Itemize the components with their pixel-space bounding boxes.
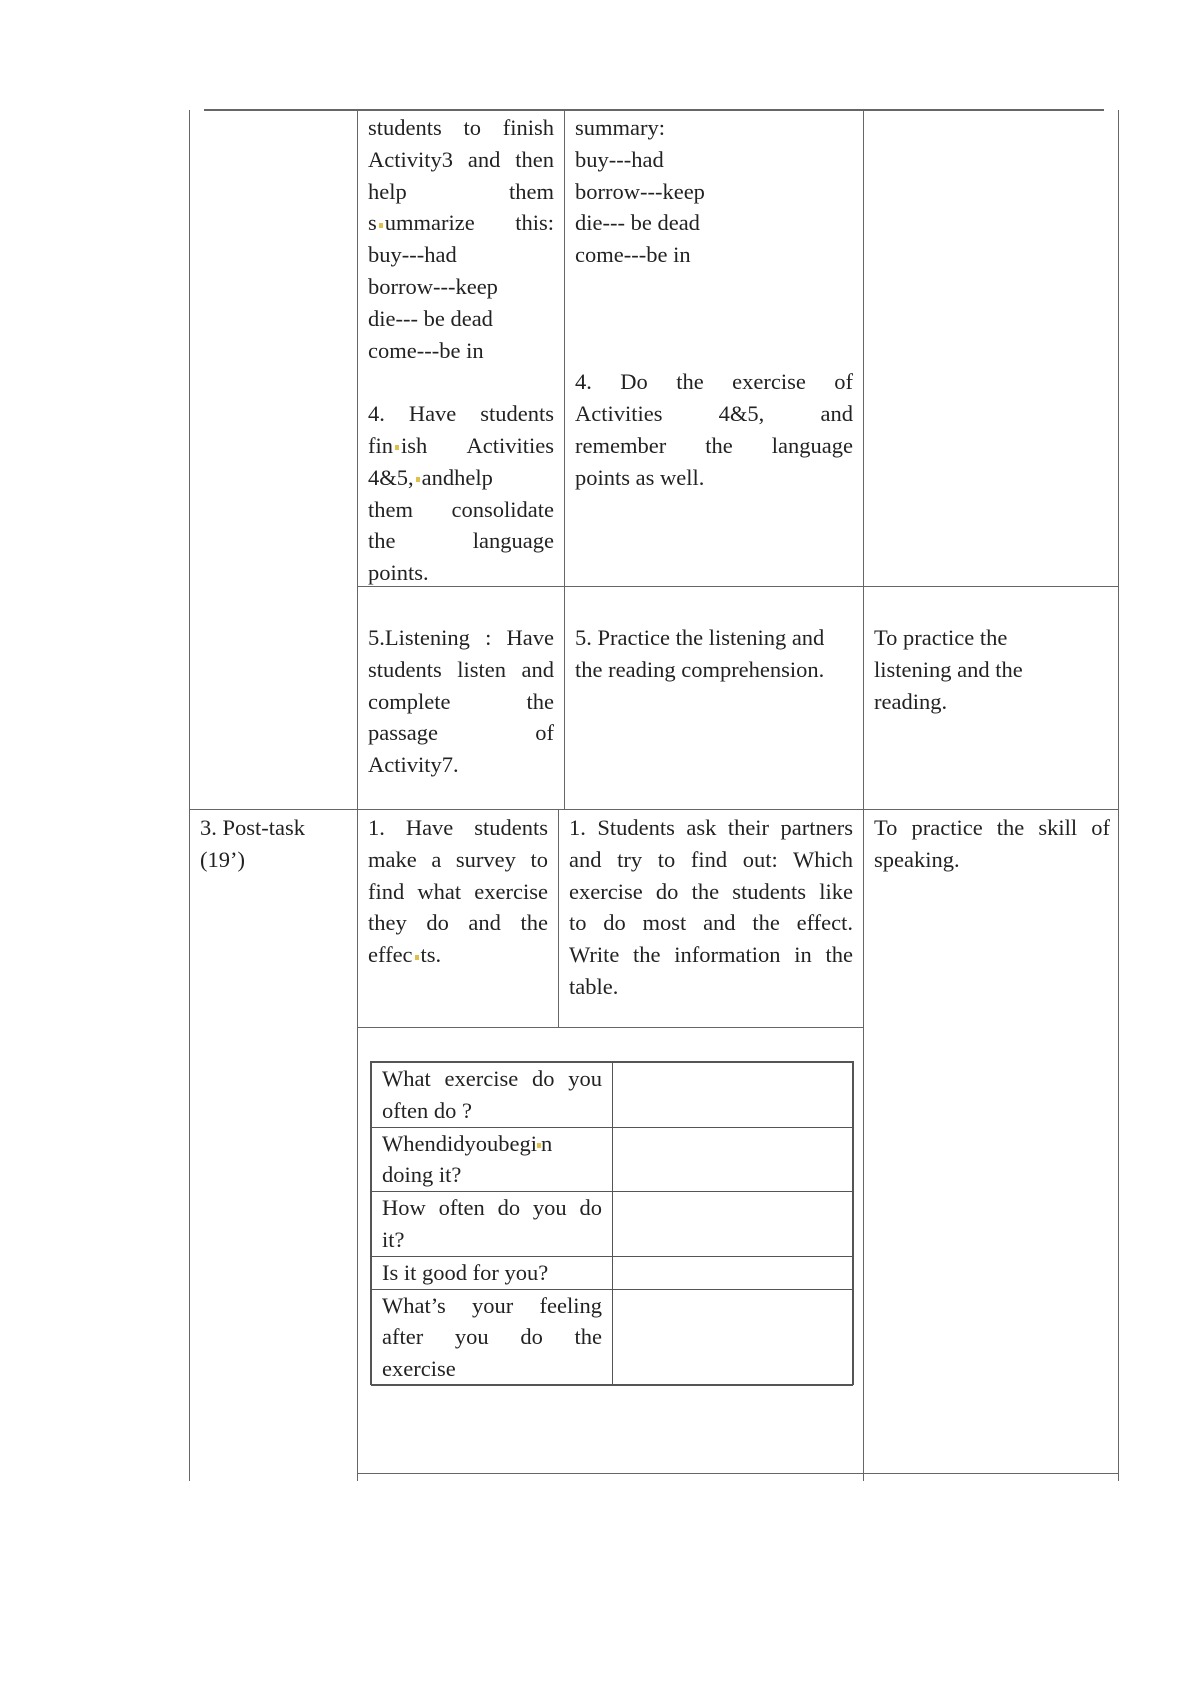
text-line: fin ish Activities bbox=[368, 432, 554, 458]
student-activity-cell-3 bbox=[569, 812, 853, 1003]
text-line: Activities 4&5, and bbox=[575, 401, 853, 427]
text-line: die--- be dead bbox=[575, 210, 700, 236]
text-line: Activity3 and then bbox=[368, 146, 554, 172]
text-line: they do and the bbox=[368, 910, 548, 936]
text-line: help them bbox=[368, 178, 554, 204]
col-border-3 bbox=[863, 110, 864, 1481]
text-line: come---be in bbox=[368, 337, 484, 363]
text-line: die--- be dead bbox=[368, 305, 493, 331]
text-line: s ummarize this: bbox=[368, 210, 554, 236]
text-line: make a survey to bbox=[368, 846, 548, 872]
highlight-mark-icon bbox=[415, 955, 419, 960]
text-line: borrow---keep bbox=[368, 273, 498, 299]
stage-cell-post-task bbox=[200, 812, 350, 876]
table-row bbox=[372, 1192, 853, 1257]
survey-question: What’s your feeling after you do the exercise bbox=[372, 1289, 613, 1385]
text-line: buy---had bbox=[575, 146, 664, 172]
text-line: to do most and the effect. bbox=[569, 910, 853, 936]
table-row bbox=[372, 1289, 853, 1385]
teacher-activity-cell-2 bbox=[368, 622, 554, 781]
student-activity-cell-2 bbox=[575, 622, 855, 686]
col-border-2b bbox=[558, 810, 559, 1028]
teacher-activity-cell-3 bbox=[368, 812, 548, 971]
text-line: exercise do the students like bbox=[569, 878, 853, 904]
text-line: 1. Have students bbox=[368, 815, 548, 840]
survey-table bbox=[370, 1061, 854, 1385]
text-line: table. bbox=[569, 973, 619, 999]
text-line: Activity7. bbox=[368, 752, 459, 778]
text-line: listening and the bbox=[874, 656, 1023, 682]
text-line: complete the bbox=[368, 688, 554, 714]
text-line: come---be in bbox=[575, 242, 691, 268]
table-row bbox=[372, 1127, 853, 1192]
text-line: buy---had bbox=[368, 242, 457, 268]
highlight-mark-icon bbox=[395, 445, 399, 450]
text-line: speaking. bbox=[874, 846, 960, 872]
purpose-cell-2 bbox=[874, 622, 1110, 717]
survey-answer-cell[interactable] bbox=[613, 1192, 853, 1257]
survey-question: Is it good for you? bbox=[372, 1256, 613, 1289]
survey-answer-cell[interactable] bbox=[613, 1256, 853, 1289]
row-border-2 bbox=[189, 809, 1119, 810]
text-line: them consolidate bbox=[368, 496, 554, 522]
row-border-3 bbox=[357, 1027, 864, 1028]
text-fragment-s: s bbox=[368, 210, 377, 236]
text-line: reading. bbox=[874, 688, 948, 714]
text-line: remember the language bbox=[575, 432, 853, 458]
text-line: 1. Students ask their partners bbox=[569, 815, 853, 840]
survey-answer-cell[interactable] bbox=[613, 1127, 853, 1192]
text-line: the language bbox=[368, 528, 554, 554]
text-line: 5. Practice the listening and bbox=[575, 625, 825, 650]
survey-question: How often do you do it? bbox=[372, 1192, 613, 1257]
stage-duration: (19’) bbox=[200, 846, 245, 872]
col-border-2a bbox=[564, 110, 565, 810]
table-row bbox=[372, 1256, 853, 1289]
text-line: borrow---keep bbox=[575, 178, 705, 204]
text-line: Write the information in the bbox=[569, 942, 853, 968]
col-border-0 bbox=[189, 110, 190, 1481]
survey-answer-cell[interactable] bbox=[613, 1289, 853, 1385]
text-line: the reading comprehension. bbox=[575, 656, 825, 682]
survey-question: Whendidyoubegi n doing it? bbox=[372, 1127, 613, 1192]
highlight-mark-icon bbox=[416, 477, 420, 482]
text-line: students listen and bbox=[368, 656, 554, 682]
highlight-mark-icon bbox=[379, 223, 383, 228]
survey-answer-cell[interactable] bbox=[613, 1063, 853, 1128]
text-line: find what exercise bbox=[368, 878, 548, 904]
stage-title: 3. Post-task bbox=[200, 815, 306, 840]
student-activity-cell-1 bbox=[575, 112, 853, 494]
text-line: 4. Have students bbox=[368, 401, 554, 427]
highlight-mark-icon bbox=[537, 1143, 541, 1148]
purpose-cell-3 bbox=[874, 812, 1110, 876]
table-row bbox=[372, 1063, 853, 1128]
text-line: 4&5, andhelp bbox=[368, 464, 493, 490]
text-line: 5.Listening : Have bbox=[368, 625, 554, 650]
text-line: points as well. bbox=[575, 464, 705, 490]
text-line: To practice the bbox=[874, 625, 1008, 650]
top-rule bbox=[204, 109, 1104, 111]
teacher-activity-cell-1 bbox=[368, 112, 554, 589]
text-line: To practice the skill of bbox=[874, 815, 1110, 840]
col-border-1 bbox=[357, 110, 358, 1481]
text-line: summary: bbox=[575, 115, 665, 140]
text-line: effec ts. bbox=[368, 942, 442, 968]
col-border-4 bbox=[1118, 110, 1119, 1481]
text-line: students to finish bbox=[368, 115, 554, 140]
text-line: 4. Do the exercise of bbox=[575, 369, 853, 395]
text-line: and try to find out: Which bbox=[569, 846, 853, 872]
survey-question: What exercise do you often do ? bbox=[372, 1063, 613, 1128]
row-border-4 bbox=[357, 1473, 1119, 1474]
text-line: passage of bbox=[368, 720, 554, 746]
text-line: points. bbox=[368, 560, 429, 586]
